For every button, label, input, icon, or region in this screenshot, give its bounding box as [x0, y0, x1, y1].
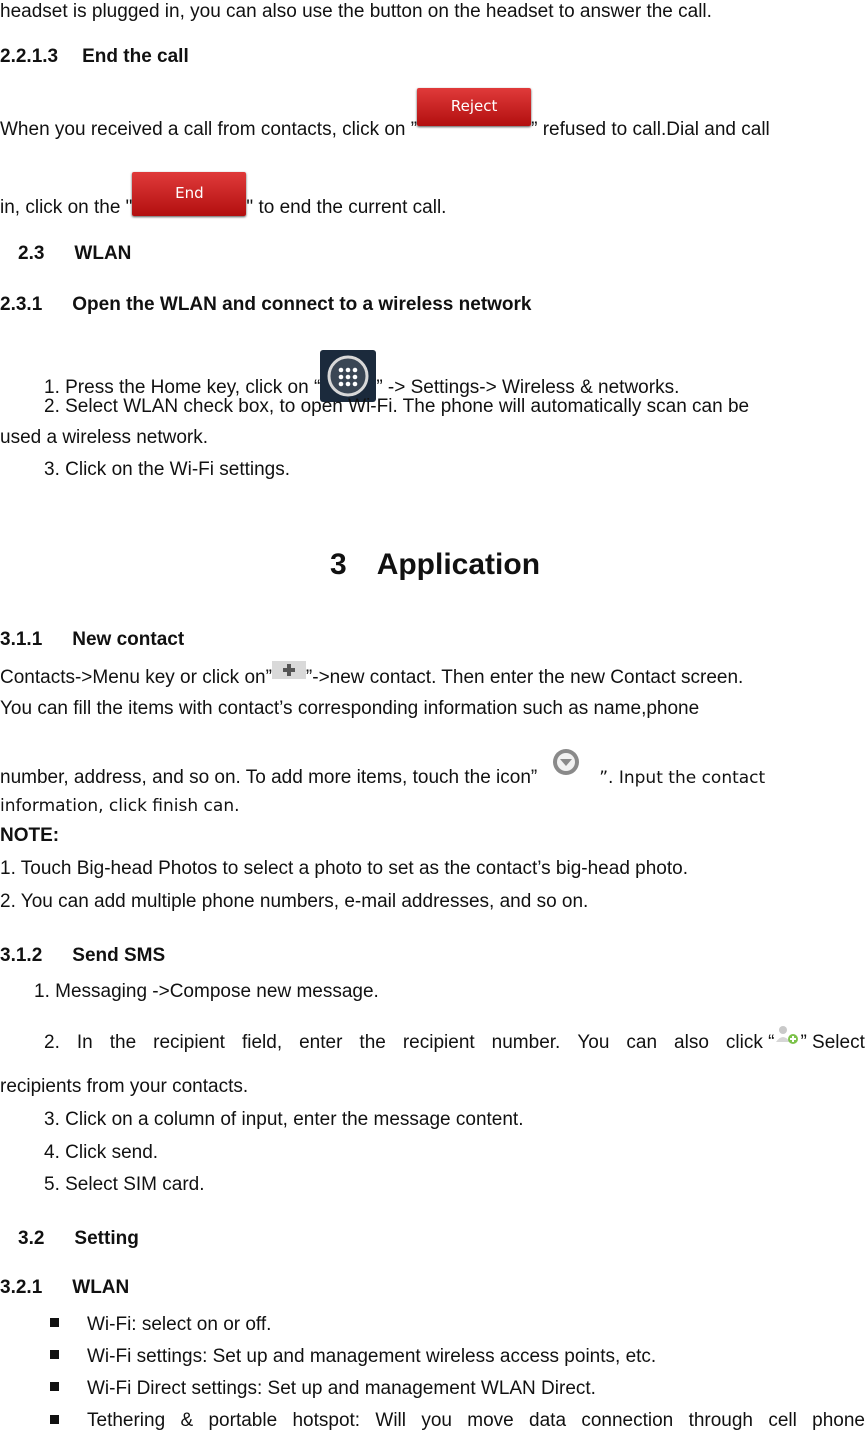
- heading-title: Application: [376, 548, 541, 581]
- body-text: headset is plugged in, you can also use the button on the headset to answer the call.: [0, 1, 712, 22]
- text-segment: number, address, and so on. To add more items, touch the icon”: [0, 767, 538, 789]
- text-segment: data: [529, 1410, 567, 1431]
- list-item-text: Wi-Fi settings: Set up and management wireless access points, etc.: [87, 1346, 657, 1367]
- body-text: 1. Touch Big-head Photos to select a photo to set as the contact’s big-head photo.: [0, 858, 688, 879]
- heading-number: 3.2.1: [0, 1277, 43, 1298]
- text-segment: also: [674, 1032, 709, 1053]
- section-heading-3-2: [18, 1227, 139, 1251]
- body-text: used a wireless network.: [0, 427, 209, 448]
- heading-title: Open the WLAN and connect to a wireless network: [72, 294, 532, 315]
- section-heading-2-2-1-3: [0, 45, 189, 69]
- heading-number: 3: [330, 548, 347, 581]
- reject-button-image: [417, 88, 531, 126]
- text-segment: click “: [725, 1032, 775, 1053]
- text-segment: ” refused to call.Dial and call: [531, 119, 770, 140]
- body-text: recipients from your contacts.: [0, 1076, 249, 1097]
- text-segment: cell: [768, 1410, 797, 1431]
- section-heading-3-1-1: [0, 628, 184, 652]
- body-text: information, click finish can.: [0, 796, 240, 816]
- bullet-square-icon: [50, 1415, 59, 1424]
- text-segment: ” Select: [800, 1032, 865, 1053]
- text-segment: field,: [241, 1032, 283, 1053]
- text-segment: 2.: [44, 1032, 60, 1053]
- list-item-text: Wi-Fi Direct settings: Set up and management WLAN Direct.: [87, 1378, 596, 1399]
- end-label: End: [175, 184, 204, 202]
- body-text: [0, 96, 770, 142]
- bullet-square-icon: [50, 1382, 59, 1391]
- text-segment: ” -> Settings-> Wireless & networks.: [376, 377, 680, 399]
- heading-number: 2.3: [18, 243, 45, 264]
- bullet-square-icon: [50, 1350, 59, 1359]
- text-segment: Will: [375, 1410, 406, 1431]
- section-heading-2-3-1: [0, 293, 532, 317]
- text-segment: ”. Input the contact: [599, 768, 766, 789]
- reject-label: Reject: [450, 96, 498, 115]
- list-item-text: [87, 1409, 865, 1433]
- text-segment: recipient: [402, 1032, 475, 1053]
- text-segment: ”->new contact. Then enter the new Contact screen.: [305, 667, 744, 688]
- text-segment: Contacts->Menu key or click on”: [0, 667, 272, 688]
- text-segment: &: [180, 1410, 194, 1431]
- add-contact-icon: [774, 1024, 800, 1046]
- heading-number: 3.2: [18, 1228, 45, 1249]
- note-label: NOTE:: [0, 825, 60, 846]
- heading-number: 3.1.2: [0, 945, 43, 966]
- text-segment: can: [626, 1032, 658, 1053]
- text-segment: connection: [581, 1410, 674, 1431]
- section-heading-2-3: [18, 242, 131, 266]
- plus-icon: [272, 661, 306, 679]
- list-item: [50, 1345, 656, 1369]
- list-item: [50, 1313, 271, 1337]
- body-text: 5. Select SIM card.: [44, 1174, 205, 1195]
- text-segment: portable: [208, 1410, 278, 1431]
- body-text: 2. Select WLAN check box, to open Wi-Fi. The phone will automatically scan can be: [44, 396, 750, 417]
- list-item: [50, 1377, 596, 1401]
- list-item-text: Wi-Fi: select on or off.: [87, 1314, 272, 1335]
- text-segment: " to end the current call.: [246, 197, 447, 219]
- text-segment: You: [577, 1032, 610, 1053]
- body-text: 3. Click on the Wi-Fi settings.: [44, 459, 291, 480]
- end-button-image: [132, 172, 246, 216]
- text-segment: 1. Press the Home key, click on “: [44, 377, 321, 399]
- text-segment: the: [359, 1032, 386, 1053]
- text-segment: hotspot:: [292, 1410, 361, 1431]
- heading-title: Setting: [74, 1228, 139, 1249]
- body-text: 4. Click send.: [44, 1142, 159, 1163]
- section-heading-3-1-2: [0, 944, 165, 968]
- text-segment: phone: [812, 1410, 865, 1431]
- heading-title: Send SMS: [72, 945, 166, 966]
- heading-number: 2.3.1: [0, 294, 43, 315]
- chevron-down-circle-icon: [537, 747, 595, 777]
- text-segment: enter: [299, 1032, 343, 1053]
- text-segment: through: [688, 1410, 754, 1431]
- text-segment: the: [109, 1032, 137, 1053]
- text-segment: recipient: [153, 1032, 225, 1053]
- bullet-square-icon: [50, 1318, 59, 1327]
- text-segment: in, click on the ": [0, 197, 133, 219]
- body-text: 3. Click on a column of input, enter the message content.: [44, 1109, 524, 1130]
- section-heading-3-2-1: [0, 1276, 129, 1300]
- heading-title: New contact: [72, 629, 185, 650]
- text-segment: When you received a call from contacts, click on ”: [0, 119, 418, 140]
- body-text: 1. Messaging ->Compose new message.: [34, 981, 379, 1002]
- body-text: [0, 666, 743, 690]
- body-text: You can fill the items with contact’s corresponding information such as name,phone: [0, 698, 700, 719]
- text-segment: Tethering: [87, 1410, 166, 1431]
- body-text: [0, 186, 446, 230]
- text-segment: move: [467, 1410, 514, 1431]
- chapter-heading: [330, 548, 540, 582]
- heading-number: 3.1.1: [0, 629, 43, 650]
- text-segment: In: [76, 1032, 93, 1053]
- heading-title: End the call: [82, 46, 189, 67]
- body-text: 2. You can add multiple phone numbers, e-mail addresses, and so on.: [0, 891, 589, 912]
- heading-title: WLAN: [74, 243, 132, 264]
- text-segment: you: [421, 1410, 452, 1431]
- list-item: [50, 1409, 865, 1433]
- body-text: [44, 1031, 865, 1055]
- heading-title: WLAN: [72, 1277, 130, 1298]
- heading-number: 2.2.1.3: [0, 46, 59, 67]
- text-segment: number.: [491, 1032, 561, 1053]
- body-text: [0, 763, 765, 793]
